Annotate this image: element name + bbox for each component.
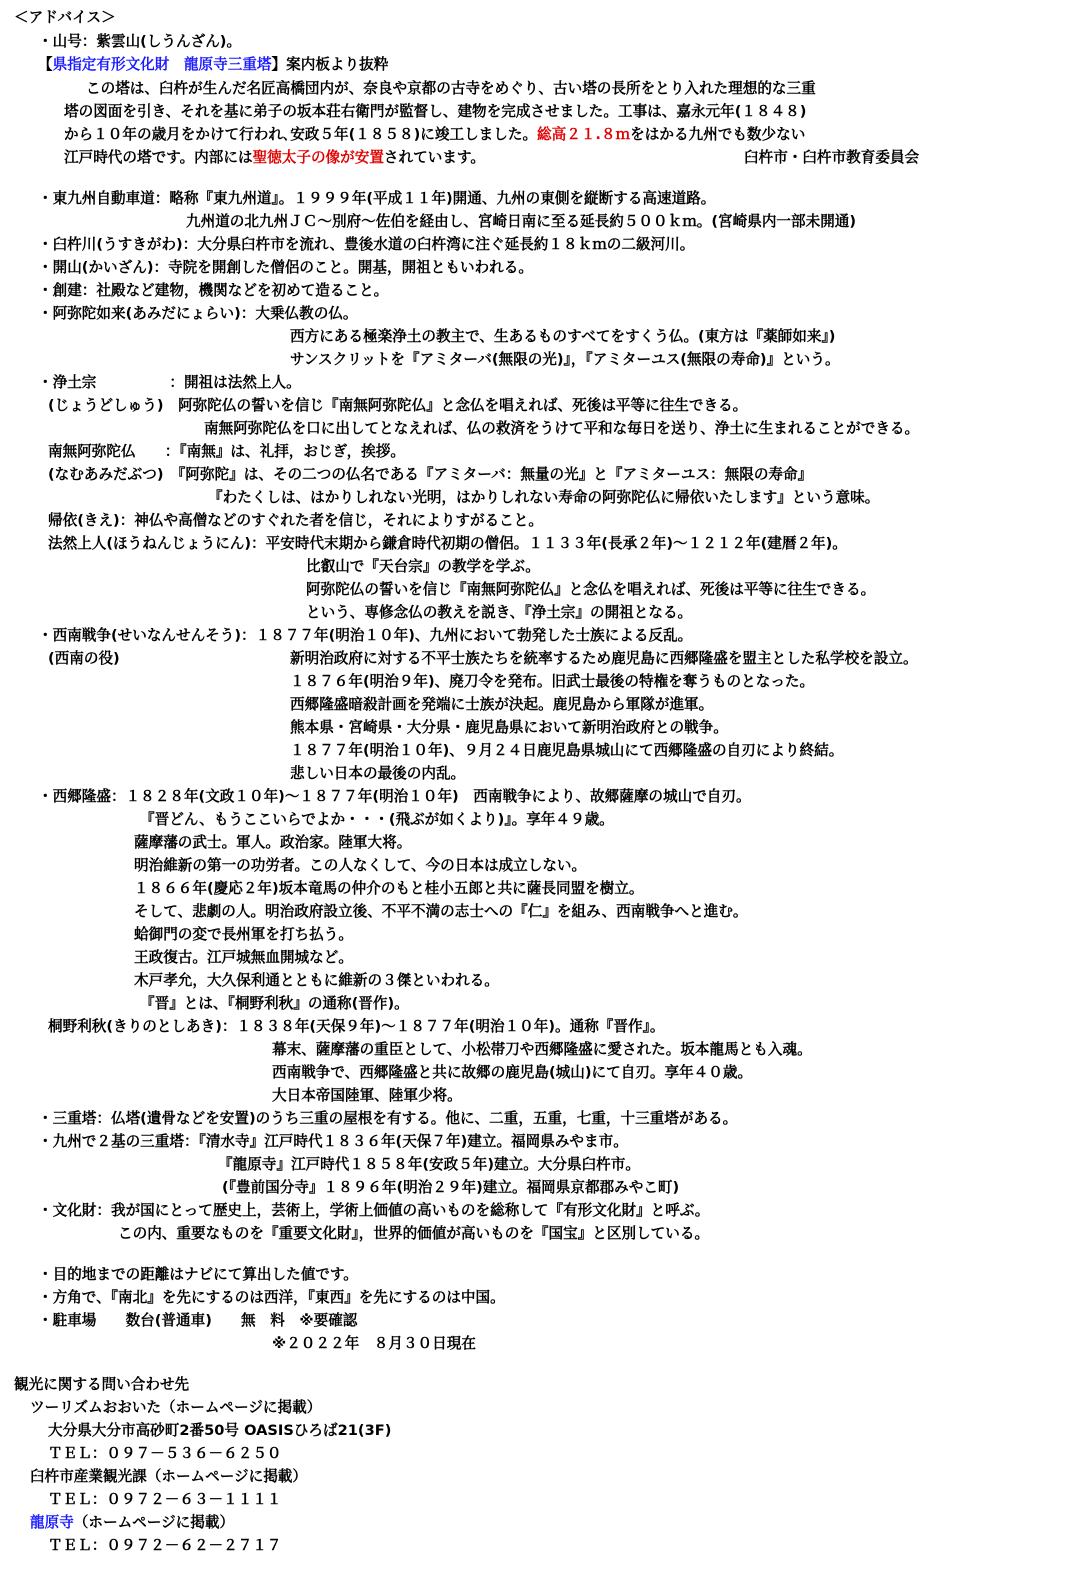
glossary-line: ・臼杵川(うすきがわ)：大分県臼杵市を流れ、豊後水道の臼杵湾に注ぐ延長約１８ｋｍの二級河川。 xyxy=(38,236,695,253)
contact-tel: ＴＥＬ：０９７－５３６－６２５０ xyxy=(48,1445,282,1462)
glossary-line: 悲しい日本の最後の内乱。 xyxy=(290,765,466,782)
note-line: ・方角で、『南北』を先にするのは西洋，『東西』を先にするのは中国。 xyxy=(38,1289,505,1306)
glossary-line: 蛤御門の変で長州軍を打ち払う。 xyxy=(134,926,353,943)
glossary-line: １８７７年(明治１０年)、９月２４日鹿児島県城山にて西郷隆盛の自刃により終結。 xyxy=(290,742,844,759)
glossary-line: ・西郷隆盛：１８２８年(文政１０年)～１８７７年(明治１０年) 西南戦争により、故郷薩摩の城山で自刃。 xyxy=(38,788,751,805)
sangou-line: ・山号：紫雲山(しうんざん)。 xyxy=(38,33,242,50)
parking-note: ・駐車場 数台(普通車) 無 料 ※要確認 xyxy=(38,1312,358,1329)
glossary-line: 『晋』とは、『桐野利秋』の通称(晋作)。 xyxy=(140,995,409,1012)
glossary-line: ・開山(かいざん)：寺院を開創した僧侶のこと。開基，開祖ともいわれる。 xyxy=(38,259,533,276)
glossary-line: 九州道の北九州ＪＣ～別府～佐伯を経由し、宮崎日南に至る延長約５００ｋｍ。(宮崎県内一部未開通) xyxy=(186,213,857,230)
glossary-line: 南無阿弥陀仏を口に出してとなえれば、仏の救済をうけて平和な毎日を送り、浄土に生まれることができる。 xyxy=(204,420,920,437)
glossary-line: (西南の役) xyxy=(48,650,120,667)
ryugenji-suffix: （ホームページに掲載） xyxy=(73,1514,235,1531)
glossary-line: 王政復古。江戸城無血開城など。 xyxy=(134,949,353,966)
glossary-line: ・創建：社殿など建物，機関などを初めて造ること。 xyxy=(38,282,389,299)
sign-board-title-link[interactable]: 県指定有形文化財 龍原寺三重塔 xyxy=(52,56,272,73)
glossary-line: (『豊前国分寺』１８９６年(明治２９年)建立。福岡県京都郡みやこ町) xyxy=(222,1179,680,1196)
glossary-line: 薩摩藩の武士。軍人。政治家。陸軍大将。 xyxy=(134,834,412,851)
glossary-line: ・西南戦争(せいなんせんそう)：１８７７年(明治１０年)、九州において勃発した士族による反乱。 xyxy=(38,627,693,644)
bracket-close: 】 xyxy=(271,56,287,73)
sign-board-line-3 xyxy=(64,125,805,145)
total-height-highlight: 総高２１.８ｍ xyxy=(537,126,631,143)
glossary-line: 阿弥陀仏の誓いを信じ『南無阿弥陀仏』と念仏を唱えれば、死後は平等に往生できる。 xyxy=(306,581,876,598)
glossary-line: 西方にある極楽浄土の教主で、生あるものすべてをすくう仏。(東方は『薬師如来』) xyxy=(290,328,836,345)
sign-board-heading xyxy=(38,55,388,75)
sign-board-signature: 臼杵市・臼杵市教育委員会 xyxy=(744,149,920,166)
contact-org-ryugenji xyxy=(30,1513,234,1533)
contact-tel: ＴＥＬ：０９７２－６２－２７１７ xyxy=(48,1537,282,1554)
glossary-line: 『晋どん、もうここいらでよか・・・(飛ぶが如くより)』。享年４９歳。 xyxy=(140,811,614,828)
glossary-line: 法然上人(ほうねんじょうにん)：平安時代末期から鎌倉時代初期の僧侶。１１３３年(長承２年)～１２１２年(建暦２年)。 xyxy=(48,535,847,552)
glossary-line: サンスクリットを『アミターバ(無限の光)』，『アミターユス(無限の寿命)』という。 xyxy=(290,351,840,368)
glossary-line: 南無阿弥陀仏 ：『南無』は、礼拝，おじぎ，挨拶。 xyxy=(48,443,405,460)
date-note: ※２０２２年 ８月３０日現在 xyxy=(272,1335,476,1352)
glossary-line: ・文化財：我が国にとって歴史上，芸術上，学術上価値の高いものを総称して『有形文化財』と呼ぶ。 xyxy=(38,1202,710,1219)
contact-org-tourism-oita: ツーリズムおおいた（ホームページに掲載） xyxy=(30,1399,322,1416)
contact-address: 大分県大分市高砂町2番50号 OASISひろば21(3F) xyxy=(48,1422,392,1439)
glossary-line: そして、悲劇の人。明治政府設立後、不平不満の志士への『仁』を組み、西南戦争へと進む。 xyxy=(134,903,748,920)
line3-after: をはかる九州でも数少ない xyxy=(630,126,806,143)
glossary-line: 桐野利秋(きりのとしあき)：１８３８年(天保９年)～１８７７年(明治１０年)。通称『晋作』。 xyxy=(48,1018,665,1035)
line3-text: から１０年の歳月をかけて行われ､安政５年(１８５８)に竣工しました。 xyxy=(64,126,538,143)
glossary-line: 明治維新の第一の功労者。この人なくして、今の日本は成立しない。 xyxy=(134,857,587,874)
glossary-line: 新明治政府に対する不平士族たちを統率するため鹿児島に西郷隆盛を盟主とした私学校を設立。 xyxy=(290,650,918,667)
sign-board-line-2: 塔の図面を引き、それを基に弟子の坂本荘右衛門が監督し、建物を完成させました。工事は、嘉永元年(１８４８) xyxy=(64,103,807,120)
glossary-line: (じょうどしゅう) 阿弥陀仏の誓いを信じ『南無阿弥陀仏』と念仏を唱えれば、死後は平等に往生できる。 xyxy=(48,397,748,414)
glossary-line: ・九州で２基の三重塔：『清水寺』江戸時代１８３６年(天保７年)建立。福岡県みやま市。 xyxy=(38,1133,628,1150)
glossary-line: という、専修念仏の教えを説き、『浄土宗』の開祖となる。 xyxy=(306,604,693,621)
glossary-line: 大日本帝国陸軍、陸軍少将。 xyxy=(272,1087,462,1104)
note-line: ・目的地までの距離はナビにて算出した値です。 xyxy=(38,1266,358,1283)
line4-after: されています。 xyxy=(383,149,485,166)
glossary-line: 木戸孝允，大久保利通とともに維新の３傑といわれる。 xyxy=(134,972,499,989)
glossary-line: ・三重塔：仏塔(遺骨などを安置)のうち三重の屋根を有する。他に、二重，五重，七重，十三重塔がある。 xyxy=(38,1110,738,1127)
glossary-line: 熊本県・宮崎県・大分県・鹿児島県において新明治政府との戦争。 xyxy=(290,719,728,736)
line4-before: 江戸時代の塔です。内部には xyxy=(64,149,253,166)
glossary-line: ・阿弥陀如来(あみだにょらい)：大乗仏教の仏。 xyxy=(38,305,358,322)
glossary-line: 比叡山で『天台宗』の教学を学ぶ。 xyxy=(306,558,540,575)
contact-title: 観光に関する問い合わせ先 xyxy=(14,1376,190,1393)
sign-board-line-4 xyxy=(64,148,485,168)
ryugenji-link[interactable]: 龍原寺 xyxy=(30,1514,74,1531)
glossary-line: (なむあみだぶつ) 『阿弥陀』は、その二つの仏名である『アミターバ：無量の光』と『アミターユス：無限の寿命』 xyxy=(48,466,813,483)
glossary-line: この内、重要なものを『重要文化財』，世界的価値が高いものを『国宝』と区別している。 xyxy=(118,1225,710,1242)
glossary-line: １８６６年(慶応２年)坂本竜馬の仲介のもと桂小五郎と共に薩長同盟を樹立。 xyxy=(134,880,644,897)
sign-board-source: 案内板より抜粋 xyxy=(286,56,389,73)
glossary-line: 帰依(きえ)：神仏や高僧などのすぐれた者を信じ，それによりすがること。 xyxy=(48,512,543,529)
glossary-line: 西南戦争で、西郷隆盛と共に故郷の鹿児島(城山)にて自刃。享年４０歳。 xyxy=(272,1064,753,1081)
glossary-line: 『龍原寺』江戸時代１８５８年(安政５年)建立。大分県臼杵市。 xyxy=(218,1156,640,1173)
bracket-open: 【 xyxy=(38,56,53,73)
glossary-line: 『わたくしは、はかりしれない光明，はかりしれない寿命の阿弥陀仏に帰依いたします』という意味。 xyxy=(208,489,880,506)
statue-highlight: 聖徳太子の像が安置 xyxy=(252,149,384,166)
sign-board-line-1: この塔は、臼杵が生んだ名匠高橋団内が、奈良や京都の古寺をめぐり、古い塔の長所をとり入れた理想的な三重 xyxy=(86,80,816,97)
advice-heading: ＜アドバイス＞ xyxy=(14,9,116,26)
contact-tel: ＴＥＬ：０９７２－６３－１１１１ xyxy=(48,1491,282,1508)
glossary-line: 幕末、薩摩藩の重臣として、小松帯刀や西郷隆盛に愛された。坂本龍馬とも入魂。 xyxy=(272,1041,812,1058)
glossary-line: １８７６年(明治９年)、廃刀令を発布。旧武士最後の特権を奪うものとなった。 xyxy=(290,673,815,690)
glossary-line: ・東九州自動車道：略称『東九州道』。１９９９年(平成１１年)開通、九州の東側を縦断する高速道路。 xyxy=(38,190,716,207)
glossary-line: ・浄土宗 ：開祖は法然上人。 xyxy=(38,374,301,391)
glossary-line: 西郷隆盛暗殺計画を発端に士族が決起。鹿児島から軍隊が進軍。 xyxy=(290,696,714,713)
contact-org-usuki-city: 臼杵市産業観光課（ホームページに掲載） xyxy=(30,1468,307,1485)
